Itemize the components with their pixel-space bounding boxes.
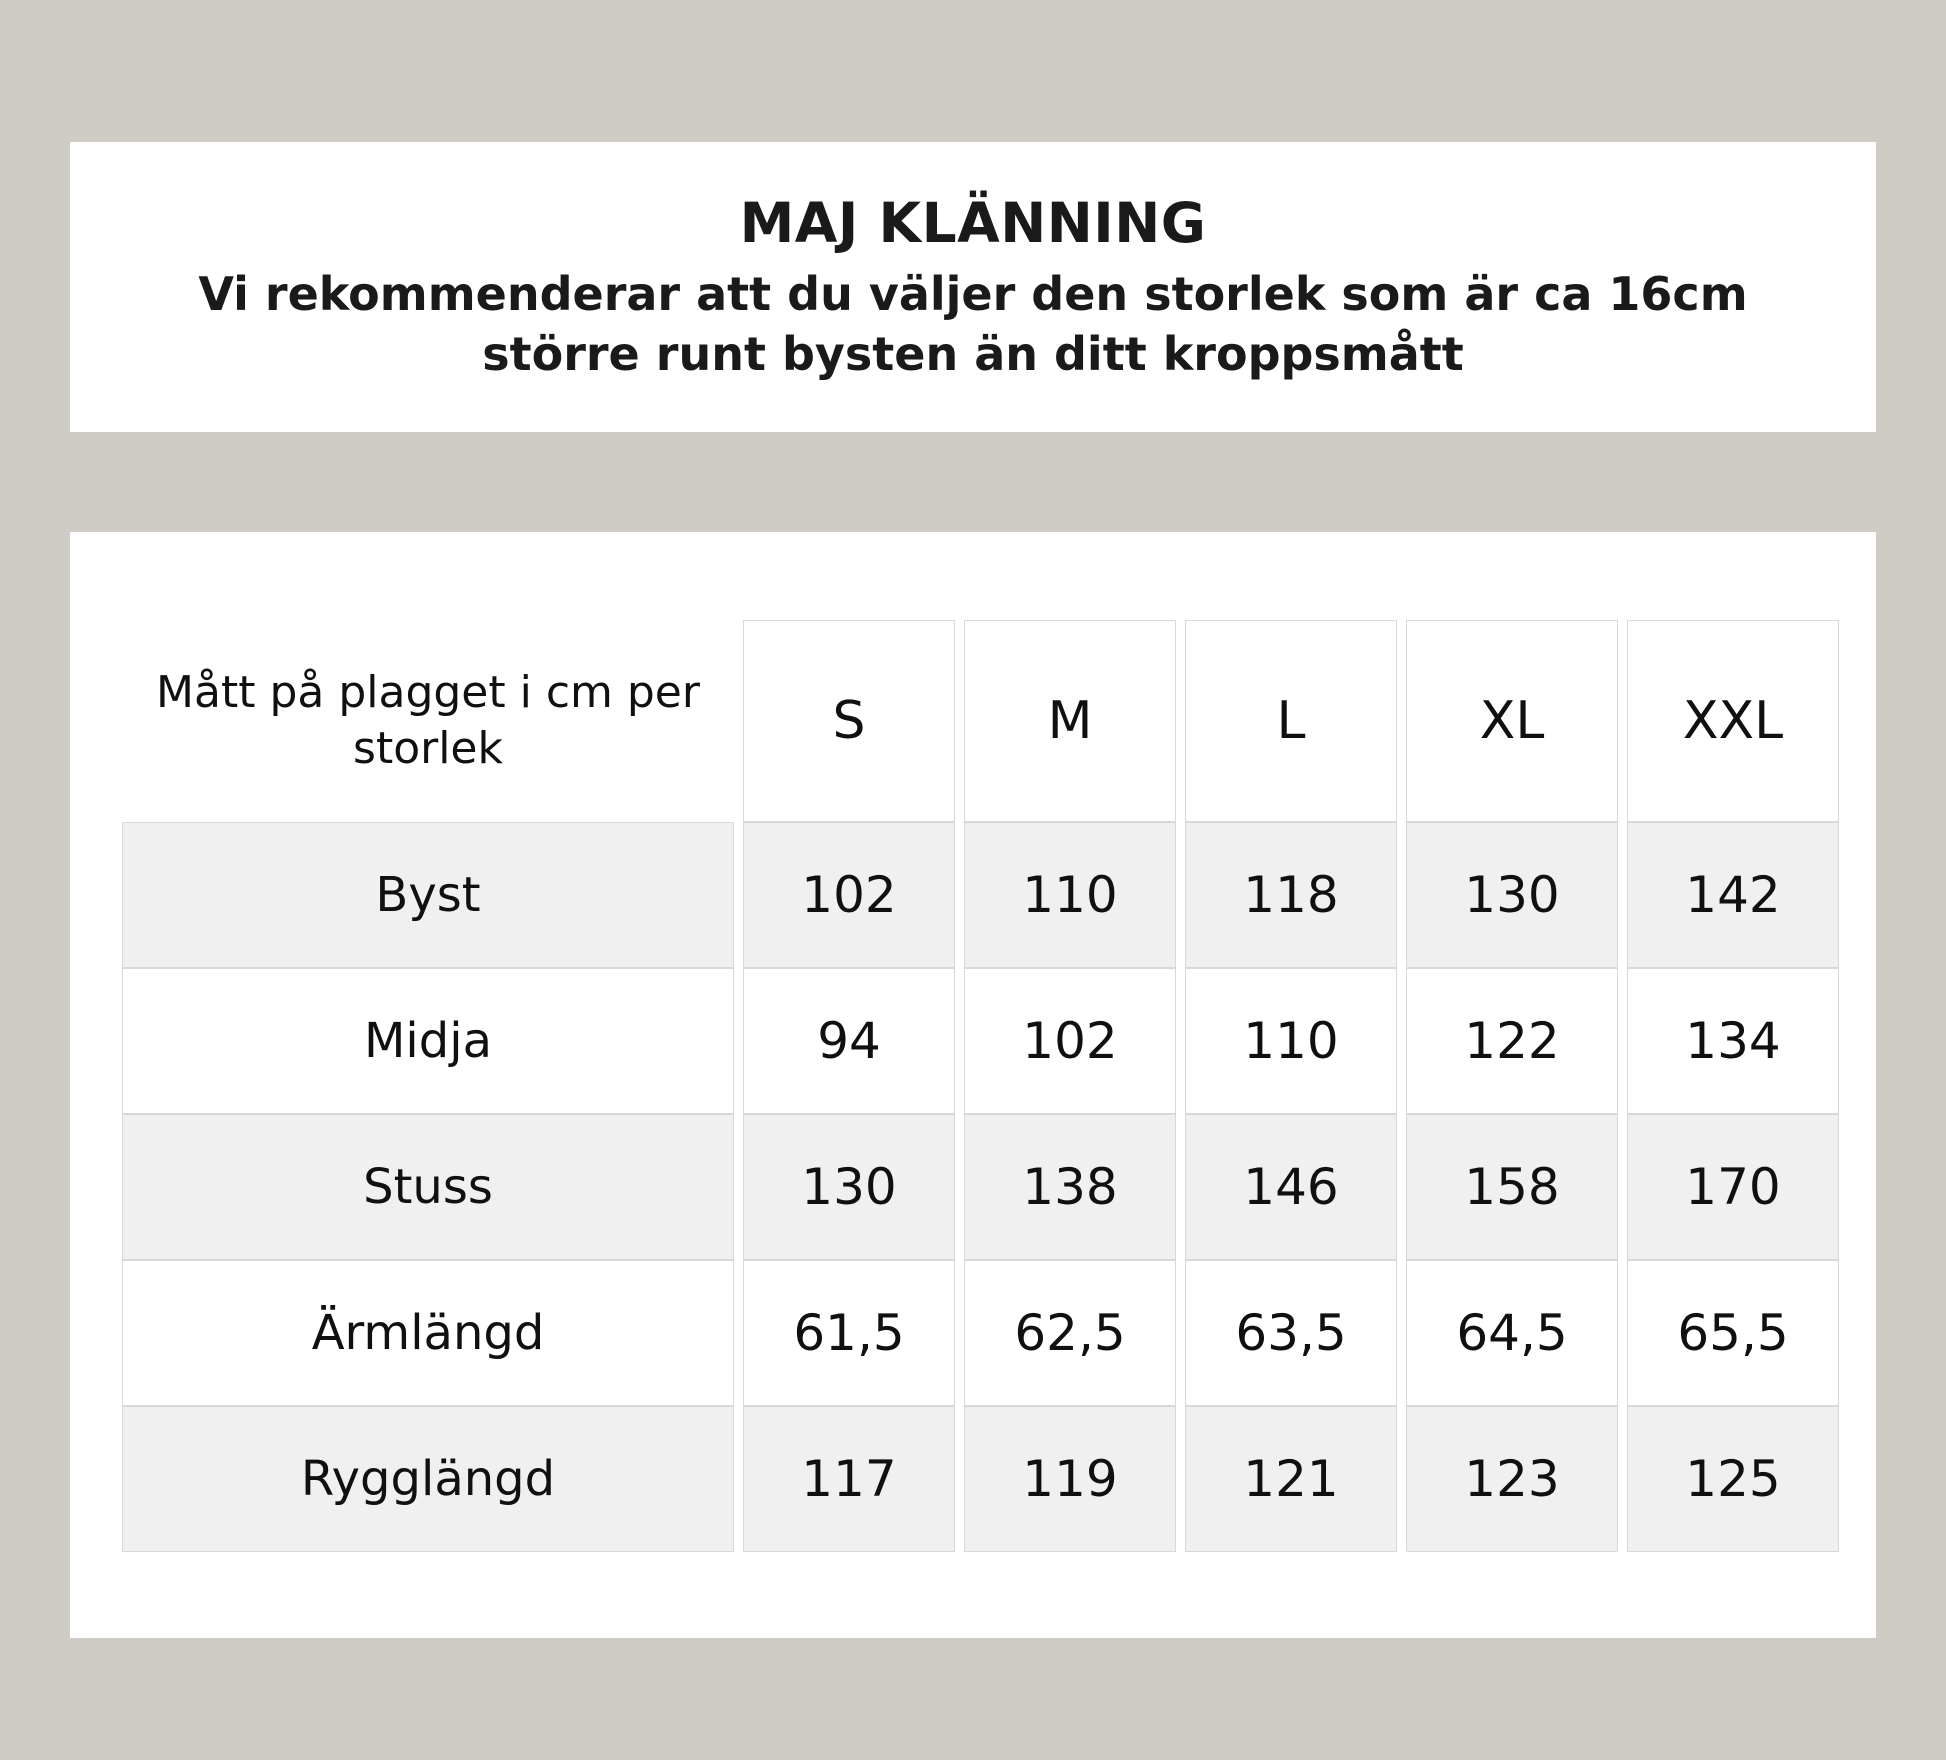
recommendation-text: Vi rekommenderar att du väljer den storlek som är ca 16cm större runt bysten än ditt kroppsmått <box>198 266 1748 381</box>
cell-stuss-xxl: 170 <box>1627 1114 1839 1260</box>
table-row <box>122 1406 1839 1552</box>
row-label-stuss: Stuss <box>122 1114 734 1260</box>
cell-byst-xl: 130 <box>1406 822 1618 968</box>
cell-armlangd-xxl: 65,5 <box>1627 1260 1839 1406</box>
header-card <box>70 142 1876 432</box>
size-header-xl: XL <box>1406 620 1618 822</box>
table-row <box>122 1260 1839 1406</box>
row-label-armlangd: Ärmlängd <box>122 1260 734 1406</box>
row-label-rygglangd: Rygglängd <box>122 1406 734 1552</box>
cell-stuss-s: 130 <box>743 1114 955 1260</box>
table-row <box>122 1114 1839 1260</box>
cell-armlangd-xl: 64,5 <box>1406 1260 1618 1406</box>
cell-midja-l: 110 <box>1185 968 1397 1114</box>
cell-midja-xxl: 134 <box>1627 968 1839 1114</box>
size-header-s: S <box>743 620 955 822</box>
cell-stuss-l: 146 <box>1185 1114 1397 1260</box>
table-row <box>122 968 1839 1114</box>
page-title: MAJ KLÄNNING <box>739 190 1207 255</box>
cell-armlangd-m: 62,5 <box>964 1260 1176 1406</box>
cell-armlangd-s: 61,5 <box>743 1260 955 1406</box>
table-row <box>122 822 1839 968</box>
row-label-byst: Byst <box>122 822 734 968</box>
cell-midja-s: 94 <box>743 968 955 1114</box>
size-table-card <box>70 532 1876 1638</box>
cell-stuss-m: 138 <box>964 1114 1176 1260</box>
cell-byst-xxl: 142 <box>1627 822 1839 968</box>
cell-byst-l: 118 <box>1185 822 1397 968</box>
row-label-midja: Midja <box>122 968 734 1114</box>
cell-midja-xl: 122 <box>1406 968 1618 1114</box>
cell-midja-m: 102 <box>964 968 1176 1114</box>
cell-rygglangd-m: 119 <box>964 1406 1176 1552</box>
cell-rygglangd-s: 117 <box>743 1406 955 1552</box>
cell-byst-s: 102 <box>743 822 955 968</box>
cell-rygglangd-xxl: 125 <box>1627 1406 1839 1552</box>
size-header-l: L <box>1185 620 1397 822</box>
cell-byst-m: 110 <box>964 822 1176 968</box>
cell-rygglangd-l: 121 <box>1185 1406 1397 1552</box>
measurement-column-header: Mått på plagget i cm per storlek <box>156 666 700 774</box>
cell-stuss-xl: 158 <box>1406 1114 1618 1260</box>
size-header-xxl: XXL <box>1627 620 1839 822</box>
size-header-m: M <box>964 620 1176 822</box>
cell-armlangd-l: 63,5 <box>1185 1260 1397 1406</box>
cell-rygglangd-xl: 123 <box>1406 1406 1618 1552</box>
size-table <box>113 620 1848 1552</box>
table-header-row <box>122 620 1839 822</box>
